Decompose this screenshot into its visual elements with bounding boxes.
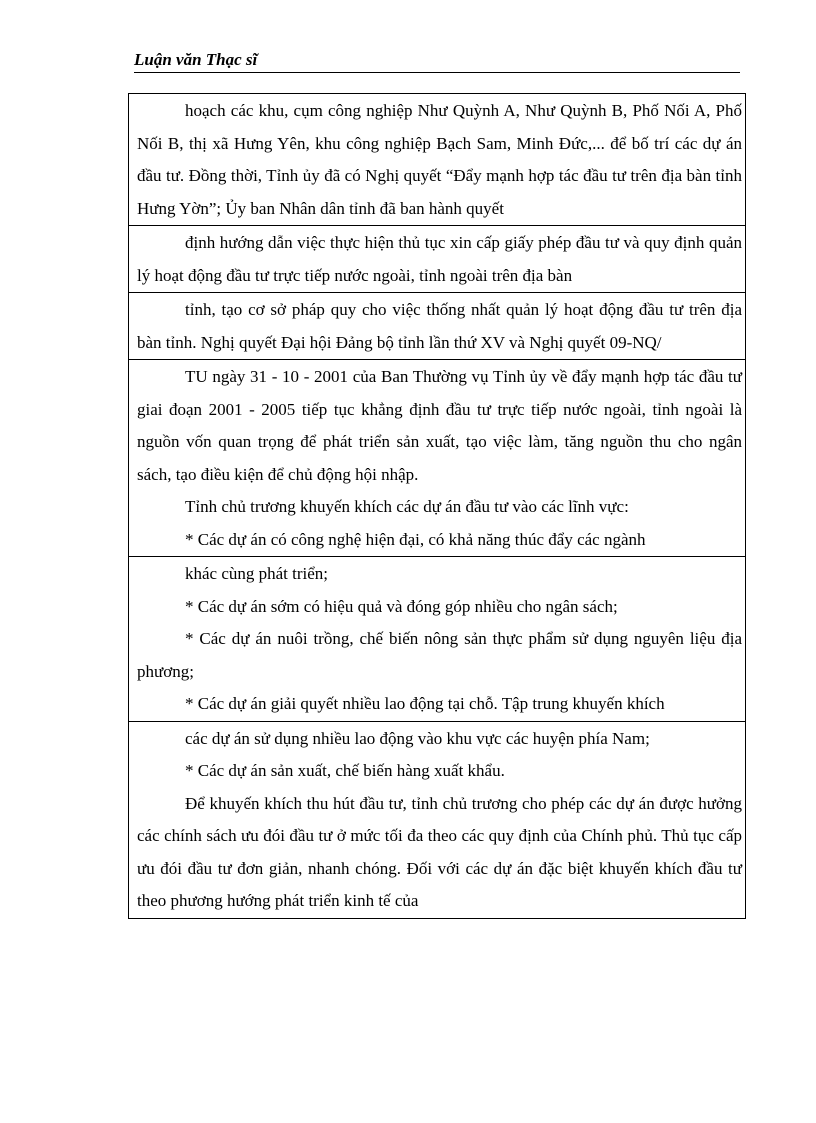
paragraph: Để khuyến khích thu hút đầu tư, tỉnh chủ trương cho phép các dự án được hưởng các chính sách ưu đói đầu tư ở mức tối đa theo các quy định của Chính phủ. Thủ tục cấp ưu đói đầu tư đơn giản, nhanh chóng. Đối với các dự án đặc biệt khuyến khích đầu tư theo phương hướng phát triển kinh tế của [137, 793, 742, 910]
page-header [134, 50, 740, 73]
paragraph: * Các dự án sản xuất, chế biến hàng xuất khẩu. [185, 761, 505, 780]
paragraph: hoạch các khu, cụm công nghiệp Như Quỳnh A, Như Quỳnh B, Phố Nối A, Phố Nối B, thị xã Hưng Yên, khu công nghiệp Bạch Sam, Minh Đức,... để bố trí các dự án đầu tư. Đồng thời, Tỉnh ủy đã có Nghị quyết “Đẩy mạnh hợp tác đầu tư trên địa bàn tỉnh Hưng Yờn”; Ủy ban Nhân dân tỉnh đã ban hành quyết [137, 101, 742, 218]
table-row [129, 292, 745, 359]
table-row [129, 359, 745, 556]
table-row [129, 721, 745, 918]
table-row [129, 556, 745, 721]
paragraph: định hướng dẫn việc thực hiện thủ tục xin cấp giấy phép đầu tư và quy định quản lý hoạt động đầu tư trực tiếp nước ngoài, tỉnh ngoài trên địa bàn [137, 233, 742, 285]
paragraph: TU ngày 31 - 10 - 2001 của Ban Thường vụ Tỉnh ủy về đẩy mạnh hợp tác đầu tư giai đoạn 2001 - 2005 tiếp tục khẳng định đầu tư trực tiếp nước ngoài, tỉnh ngoài là nguồn vốn quan trọng để phát triển sản xuất, tạo việc làm, tăng nguồn thu cho ngân sách, tạo điều kiện để chủ động hội nhập. [137, 367, 742, 484]
paragraph: Tỉnh chủ trương khuyến khích các dự án đầu tư vào các lĩnh vực: [185, 497, 629, 516]
paragraph: * Các dự án giải quyết nhiều lao động tại chỗ. Tập trung khuyến khích [185, 694, 665, 713]
paragraph: các dự án sử dụng nhiều lao động vào khu vực các huyện phía Nam; [185, 728, 650, 748]
paragraph: tỉnh, tạo cơ sở pháp quy cho việc thống nhất quản lý hoạt động đầu tư trên địa bàn tỉnh. Nghị quyết Đại hội Đảng bộ tỉnh lần thứ XV và Nghị quyết 09-NQ/ [137, 300, 742, 352]
header-title: Luận văn Thạc sĩ [134, 50, 258, 69]
paragraph: khác cùng phát triển; [185, 564, 329, 583]
paragraph: * Các dự án có công nghệ hiện đại, có khả năng thúc đẩy các ngành [185, 529, 646, 549]
paragraph: * Các dự án sớm có hiệu quả và đóng góp nhiều cho ngân sách; [185, 596, 618, 616]
table-row [129, 225, 745, 292]
paragraph: * Các dự án nuôi trồng, chế biến nông sản thực phẩm sử dụng nguyên liệu địa phương; [137, 629, 742, 681]
table-row [129, 94, 745, 225]
content-table [128, 93, 746, 919]
